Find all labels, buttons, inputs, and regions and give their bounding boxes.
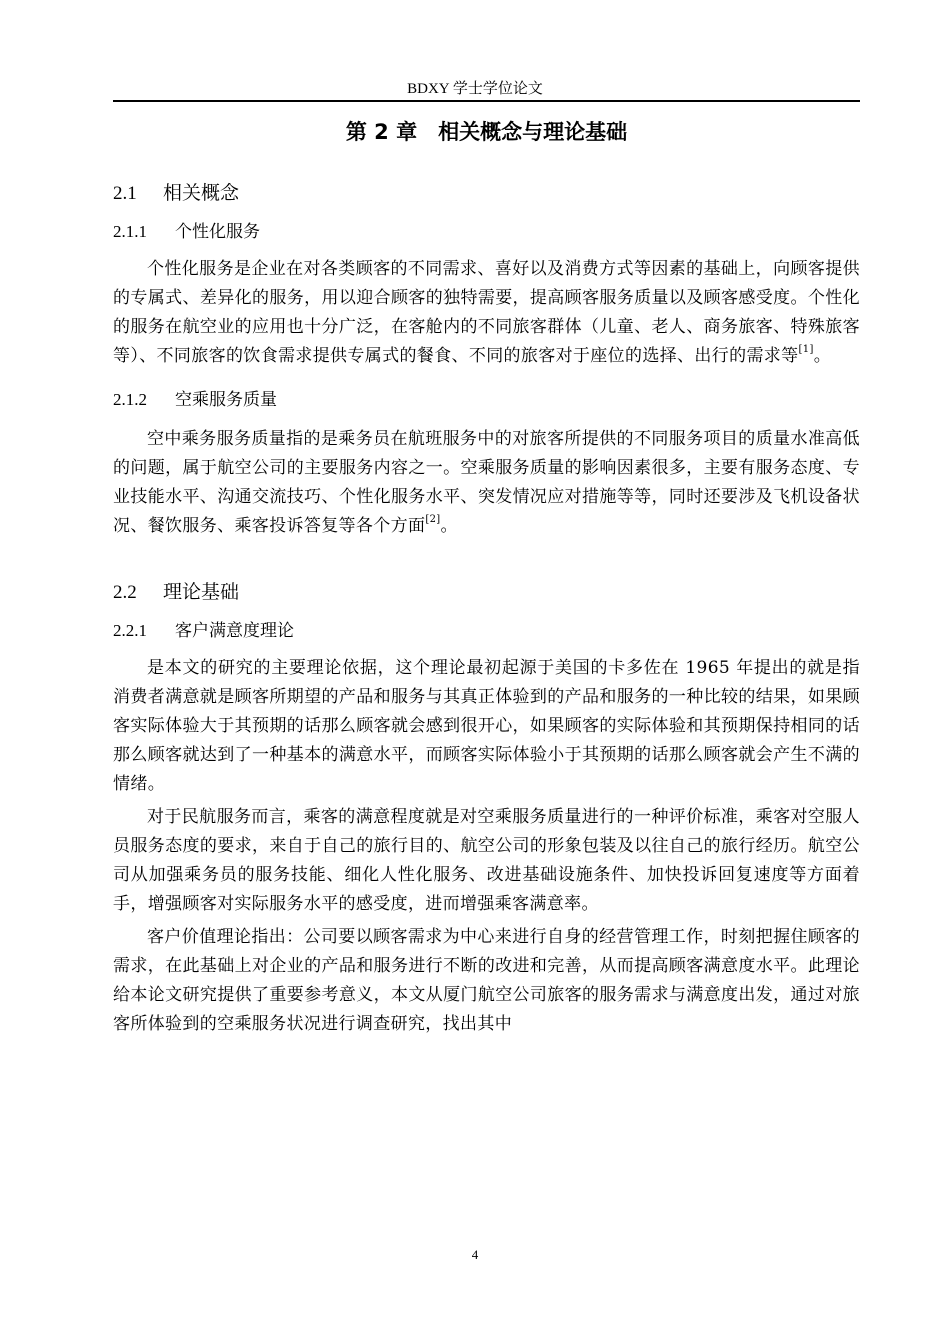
section-heading (113, 577, 860, 608)
section-number: 2.1 (113, 183, 137, 204)
page-number: 4 (471, 1247, 479, 1262)
subsection-number: 2.1.2 (113, 390, 147, 409)
paragraph-text: 空中乘务服务质量指的是乘务员在航班服务中的对旅客所提供的不同服务项目的质量水准高低的问题，属于航空公司的主要服务内容之一。空乘服务质量的影响因素很多，主要有服务态度、专业技能水平、沟通交流技巧、个性化服务水平、突发情况应对措施等等，同时还要涉及飞机设备状况、餐饮服务、乘客投诉答复等各个方面 (113, 429, 860, 536)
paragraph-end: 。 (813, 346, 832, 366)
chapter-title: 第 2 章 相关概念与理论基础 (345, 120, 628, 144)
subsection-title: 客户满意度理论 (175, 621, 294, 641)
subsection-title: 空乘服务质量 (175, 390, 277, 410)
section-heading (113, 178, 860, 209)
subsection-heading (113, 219, 860, 245)
subsection-heading (113, 618, 860, 644)
header-rule (113, 100, 860, 102)
body-paragraph (113, 425, 860, 541)
body-paragraph: 客户价值理论指出：公司要以顾客需求为中心来进行自身的经营管理工作，时刻把握住顾客的需求，在此基础上对企业的产品和服务进行不断的改进和完善，从而提高顾客满意度水平。此理论给本论文研究提供了重要参考意义，本文从厦门航空公司旅客的服务需求与满意度出发，通过对旅客所体验到的空乘服务状况进行调查研究，找出其中 (113, 927, 860, 1034)
body-paragraph: 对于民航服务而言，乘客的满意程度就是对空乘服务质量进行的一种评价标准，乘客对空服人员服务态度的要求，来自于自己的旅行目的、航空公司的形象包装及以往自己的旅行经历。航空公司从加强乘务员的服务技能、细化人性化服务、改进基础设施条件、加快投诉回复速度等方面着手，增强顾客对实际服务水平的感受度，进而增强乘客满意率。 (113, 807, 860, 914)
subsection-title: 个性化服务 (175, 222, 260, 242)
citation-ref: [1] (798, 344, 814, 355)
citation-ref: [2] (425, 514, 441, 525)
subsection-number: 2.2.1 (113, 621, 147, 640)
running-header: BDXY 学士学位论文 (407, 81, 543, 97)
paragraph-end: 。 (440, 516, 458, 536)
subsection-heading (113, 387, 860, 413)
section-title: 理论基础 (163, 581, 240, 603)
paragraph-text: 个性化服务是企业在对各类顾客的不同需求、喜好以及消费方式等因素的基础上，向顾客提供的专属式、差异化的服务，用以迎合顾客的独特需要，提高顾客服务质量以及顾客感受度。个性化的服务在航空业的应用也十分广泛，在客舱内的不同旅客群体（儿童、老人、商务旅客、特殊旅客等）、不同旅客的饮食需求提供专属式的餐食、不同的旅客对于座位的选择、出行的需求等 (113, 259, 860, 366)
section-number: 2.2 (113, 582, 137, 603)
page-body (113, 112, 860, 1039)
body-paragraph: 是本文的研究的主要理论依据，这个理论最初起源于美国的卡多佐在 1965 年提出的就是指消费者满意就是顾客所期望的产品和服务与其真正体验到的产品和服务的一种比较的结果，如果顾客实际体验大于其预期的话那么顾客就会感到很开心，如果顾客的实际体验和其预期保持相同的话那么顾客就达到了一种基本的满意水平，而顾客实际体验小于其预期的话那么顾客就会产生不满的情绪。 (113, 658, 860, 794)
section-title: 相关概念 (163, 182, 240, 204)
body-paragraph (113, 255, 860, 371)
subsection-number: 2.1.1 (113, 222, 147, 241)
